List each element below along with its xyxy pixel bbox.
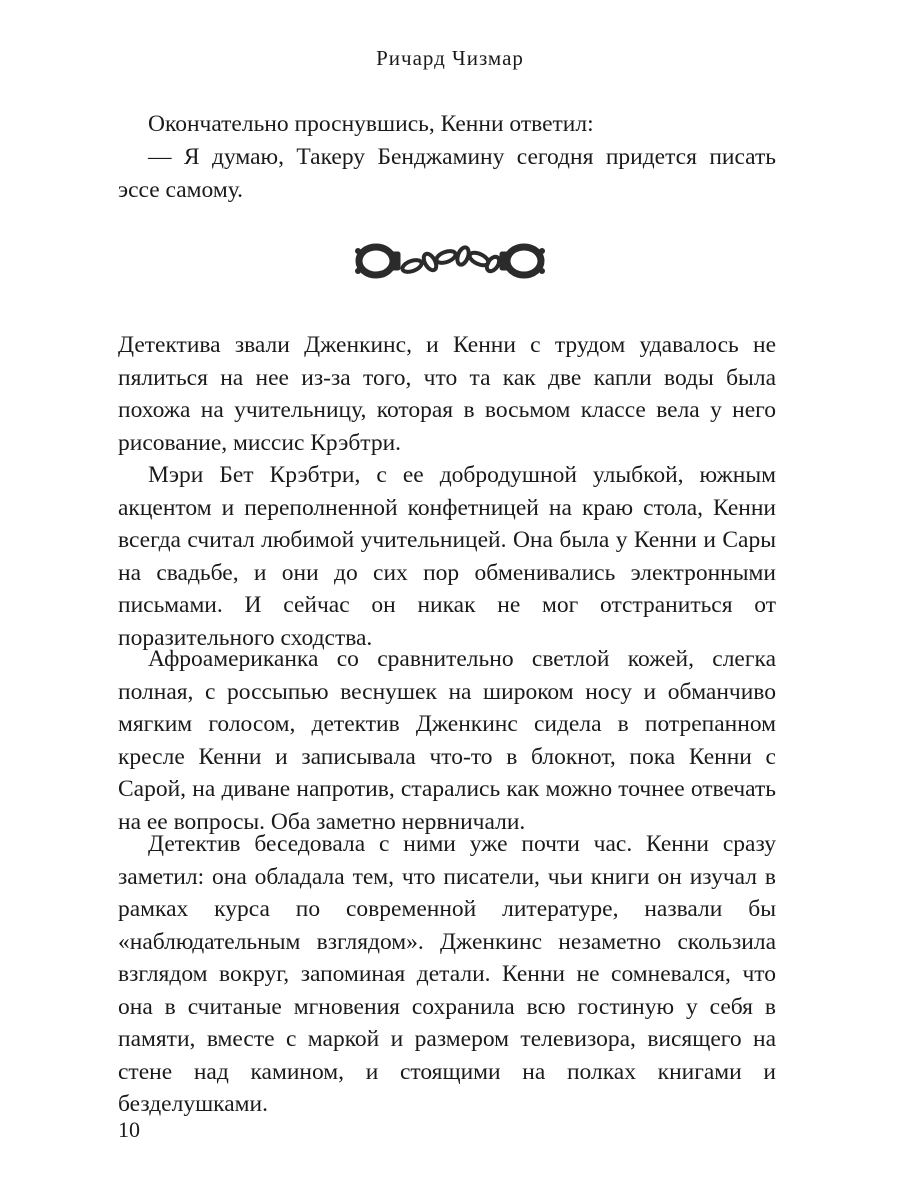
chain-handcuffs-icon xyxy=(350,240,550,282)
paragraph-6: Детектив беседовала с ними уже почти час. Кенни сразу заметил: она обладала тем, что писатели, чьи книги он изучал в рамках курса по современной литературе, назвали бы «наблюдательным взглядом». Дженкинс незаметно скользила взглядом вокруг, запоминая детали. Кенни не сомневался, что она в считаные мгновения сохранила всю гостиную у себя в памяти, вместе с маркой и размером телевизора, висящего на стене над камином, и стоящими на полках книгами и безделушками. xyxy=(118,831,776,1117)
paragraph-2: — Я думаю, Такеру Бенджамину сегодня придется писать эссе самому. xyxy=(118,144,776,203)
running-head-title: Ричард Чизмар xyxy=(376,46,524,70)
paragraph-4: Мэри Бет Крэбтри, с ее добродушной улыбкой, южным акцентом и переполненной конфетницей на краю стола, Кенни всегда считал любимой учительницей. Она была у Кенни и Сары на свадьбе, и они до сих пор обменивались электронными письмами. И сейчас он никак не мог отстраниться от поразительного сходства. xyxy=(118,462,776,651)
paragraph-1: Окончательно проснувшись, Кенни ответил: xyxy=(148,111,594,137)
paragraph-5: Афроамериканка со сравнительно светлой кожей, слегка полная, с россыпью веснушек на широком носу и обманчиво мягким голосом, детектив Дженкинс сидела в потрепанном кресле Кенни и записывала что-то в блокнот, пока Кенни с Сарой, на диване напротив, старались как можно точнее отвечать на ее вопросы. Оба заметно нервничали. xyxy=(118,646,776,835)
page-number: 10 xyxy=(118,1117,140,1142)
paragraph-3: Детектива звали Дженкинс, и Кенни с трудом удавалось не пялиться на нее из-за того, что та как две капли воды была похожа на учительницу, которая в восьмом классе вела у него рисование, миссис Крэбтри. xyxy=(118,332,776,456)
